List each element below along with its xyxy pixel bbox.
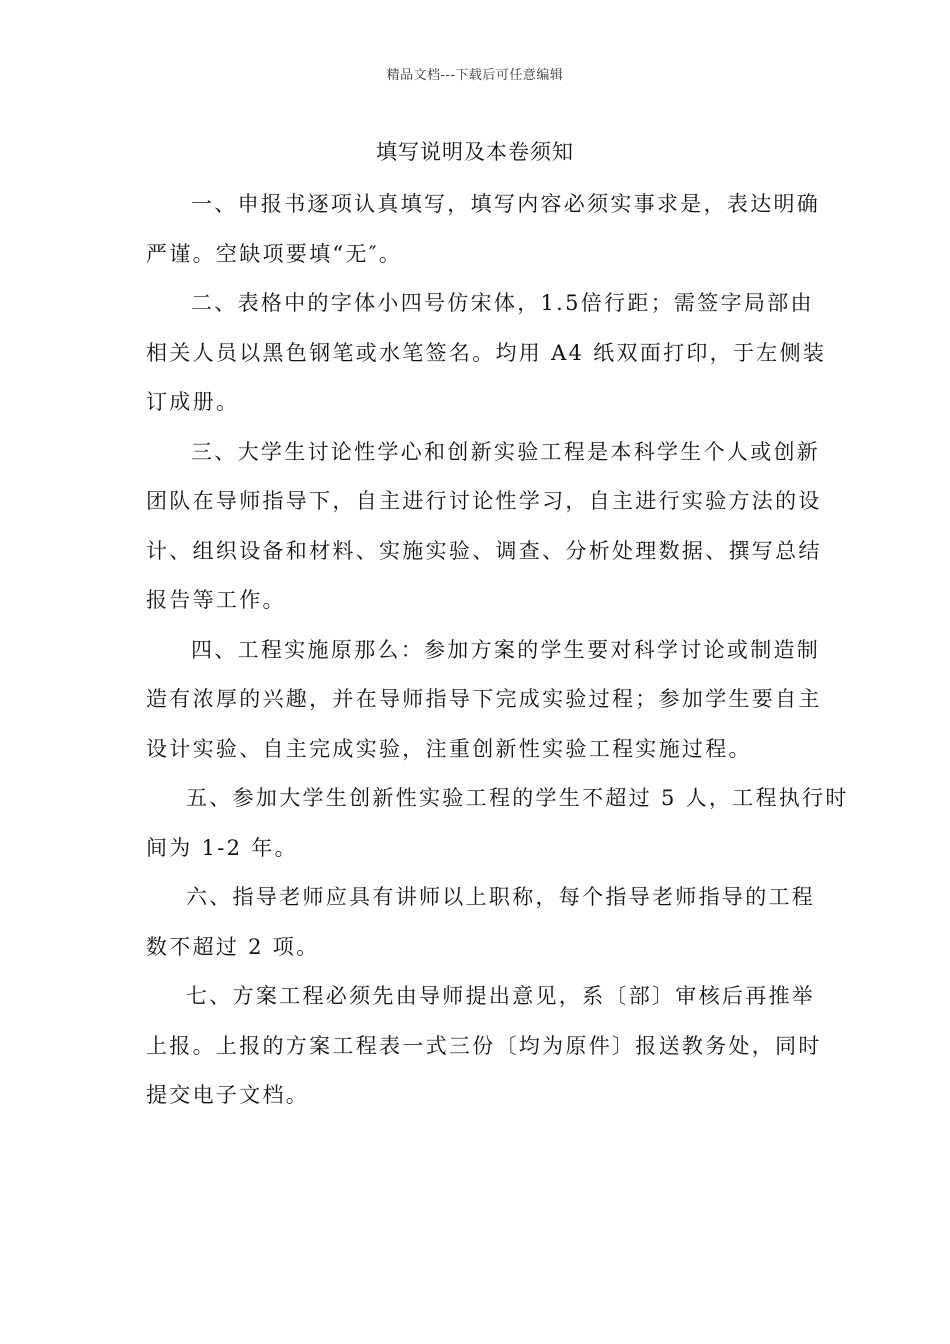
page-header: 精品文档---下载后可任意编辑 bbox=[386, 68, 564, 83]
paragraph-line: 严谨。空缺项要填“无″。 bbox=[146, 241, 403, 266]
paragraph-line: 一、申报书逐项认真填写，填写内容必须实事求是，表达明确 bbox=[191, 192, 821, 216]
paragraph-line: 三、大学生讨论性学心和创新实验工程是本科学生个人或创新 bbox=[191, 439, 821, 464]
paragraph-6 bbox=[146, 873, 816, 972]
paragraph-1 bbox=[146, 180, 821, 279]
paragraph-line: 团队在导师指导下，自主进行讨论性学习，自主进行实验方法的设 bbox=[146, 489, 822, 513]
paragraph-7 bbox=[146, 972, 822, 1121]
paragraph-line: 订成册。 bbox=[146, 390, 240, 414]
document-title: 填写说明及本卷须知 bbox=[376, 140, 574, 164]
paragraph-2 bbox=[146, 279, 827, 428]
paragraph-line: 五、参加大学生创新性实验工程的学生不超过 5 人，工程执行时 bbox=[186, 786, 849, 810]
paragraph-line: 计、组织设备和材料、实施实验、调查、分析处理数据、撰写总结 bbox=[146, 538, 822, 563]
paragraph-line: 设计实验、自主完成实验，注重创新性实验工程实施过程。 bbox=[146, 736, 752, 761]
paragraph-line: 四、工程实施原那么：参加方案的学生要对科学讨论或制造制 bbox=[191, 637, 821, 662]
paragraph-line: 提交电子文档。 bbox=[146, 1083, 310, 1107]
paragraph-line: 造有浓厚的兴趣，并在导师指导下完成实验过程；参加学生要自主 bbox=[146, 687, 822, 711]
paragraph-line: 二、表格中的字体小四号仿宋体，1.5倍行距；需签字局部由 bbox=[191, 291, 814, 315]
paragraph-line: 相关人员以黑色钢笔或水笔签名。均用 A4 纸双面打印，于左侧装 bbox=[146, 340, 827, 365]
paragraph-4 bbox=[146, 626, 822, 775]
paragraph-line: 上报。上报的方案工程表一式三份〔均为原件〕报送教务处，同时 bbox=[146, 1033, 822, 1058]
paragraph-line: 报告等工作。 bbox=[146, 588, 286, 612]
paragraph-line: 数不超过 2 项。 bbox=[146, 934, 320, 959]
instructions-body bbox=[146, 180, 849, 1121]
paragraph-line: 间为 1-2 年。 bbox=[146, 835, 298, 860]
paragraph-line: 七、方案工程必须先由导师提出意见，系〔部〕审核后再推举 bbox=[186, 984, 816, 1008]
paragraph-5 bbox=[146, 774, 849, 873]
paragraph-3 bbox=[146, 428, 822, 626]
paragraph-line: 六、指导老师应具有讲师以上职称，每个指导老师指导的工程 bbox=[186, 885, 816, 909]
